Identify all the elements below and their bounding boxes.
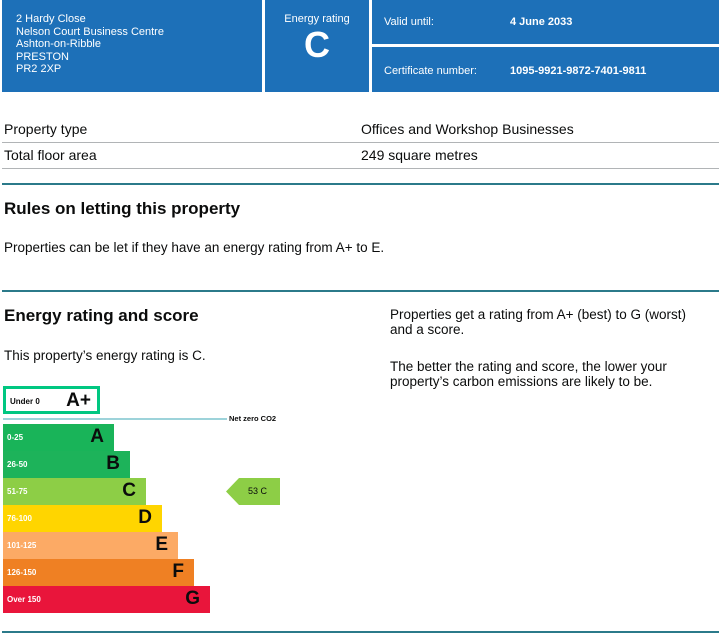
- rating-explanation: [390, 307, 686, 337]
- rating-explanation-line: and a score.: [390, 322, 465, 337]
- certificate-number-value: 1095-9921-9872-7401-9811: [510, 65, 647, 77]
- address-line-5: PR2 2XP: [16, 63, 62, 76]
- carbon-explanation-line: The better the rating and score, the lower your: [390, 359, 667, 374]
- section-divider: [2, 183, 719, 185]
- certificate-header: [2, 0, 719, 92]
- floor-area-label: Total floor area: [4, 147, 97, 163]
- address-line-2: Nelson Court Business Centre: [16, 25, 164, 38]
- rules-text: Properties can be let if they have an energy rating from A+ to E.: [4, 240, 385, 255]
- band-b: [3, 451, 130, 478]
- band-letter: C: [122, 480, 136, 501]
- energy-rating-label: Energy rating: [284, 13, 350, 25]
- band-range: 76-100: [7, 514, 32, 523]
- band-range: 126-150: [7, 568, 37, 577]
- floor-area-row: [4, 143, 718, 167]
- band-aplus: [3, 386, 100, 414]
- band-letter: A: [90, 426, 104, 447]
- band-d: [3, 505, 162, 532]
- property-address: [2, 0, 262, 92]
- valid-until-box: [372, 0, 719, 44]
- band-c: [3, 478, 146, 505]
- address-line-1: 2 Hardy Close: [16, 13, 86, 25]
- property-type-value: Offices and Workshop Businesses: [361, 121, 574, 137]
- certificate-number-box: [372, 47, 719, 92]
- divider: [2, 168, 719, 169]
- band-letter: F: [172, 561, 184, 582]
- band-g: [3, 586, 210, 613]
- property-type-row: [4, 117, 718, 141]
- band-letter: B: [106, 453, 120, 474]
- valid-until-value: 4 June 2033: [510, 16, 573, 28]
- band-letter: D: [138, 507, 152, 528]
- band-e: [3, 532, 178, 559]
- rating-explanation-line: Properties get a rating from A+ (best) to G (worst): [390, 307, 686, 322]
- certificate-number-label: Certificate number:: [384, 65, 477, 77]
- address-line-4: PRESTON: [16, 50, 69, 63]
- energy-rating-heading: Energy rating and score: [4, 306, 199, 325]
- band-f: [3, 559, 194, 586]
- address-line-3: Ashton-on-Ribble: [16, 38, 101, 51]
- band-letter: E: [155, 534, 168, 555]
- band-range: 101-125: [7, 541, 37, 550]
- carbon-explanation-line: property’s carbon emissions are likely to be.: [390, 374, 653, 389]
- current-rating-text: 53 C: [248, 486, 268, 496]
- section-divider: [2, 290, 719, 292]
- energy-rating-letter: C: [304, 24, 330, 65]
- band-a: [3, 424, 114, 451]
- carbon-explanation: [390, 359, 667, 389]
- property-type-label: Property type: [4, 121, 88, 137]
- band-range: Over 150: [7, 595, 41, 604]
- rules-heading: Rules on letting this property: [4, 199, 241, 218]
- band-range: 0-25: [7, 433, 24, 442]
- net-zero-label: Net zero CO2: [229, 414, 277, 423]
- band-letter: A+: [66, 390, 91, 411]
- band-range: 51-75: [7, 487, 28, 496]
- band-range: Under 0: [10, 397, 40, 406]
- valid-until-label: Valid until:: [384, 16, 434, 28]
- band-letter: G: [185, 588, 200, 609]
- section-divider: [2, 631, 719, 633]
- energy-rating-intro: This property’s energy rating is C.: [4, 348, 206, 363]
- band-range: 26-50: [7, 460, 28, 469]
- net-zero-line: [3, 418, 227, 420]
- floor-area-value: 249 square metres: [361, 147, 478, 163]
- energy-rating-box: [265, 0, 369, 92]
